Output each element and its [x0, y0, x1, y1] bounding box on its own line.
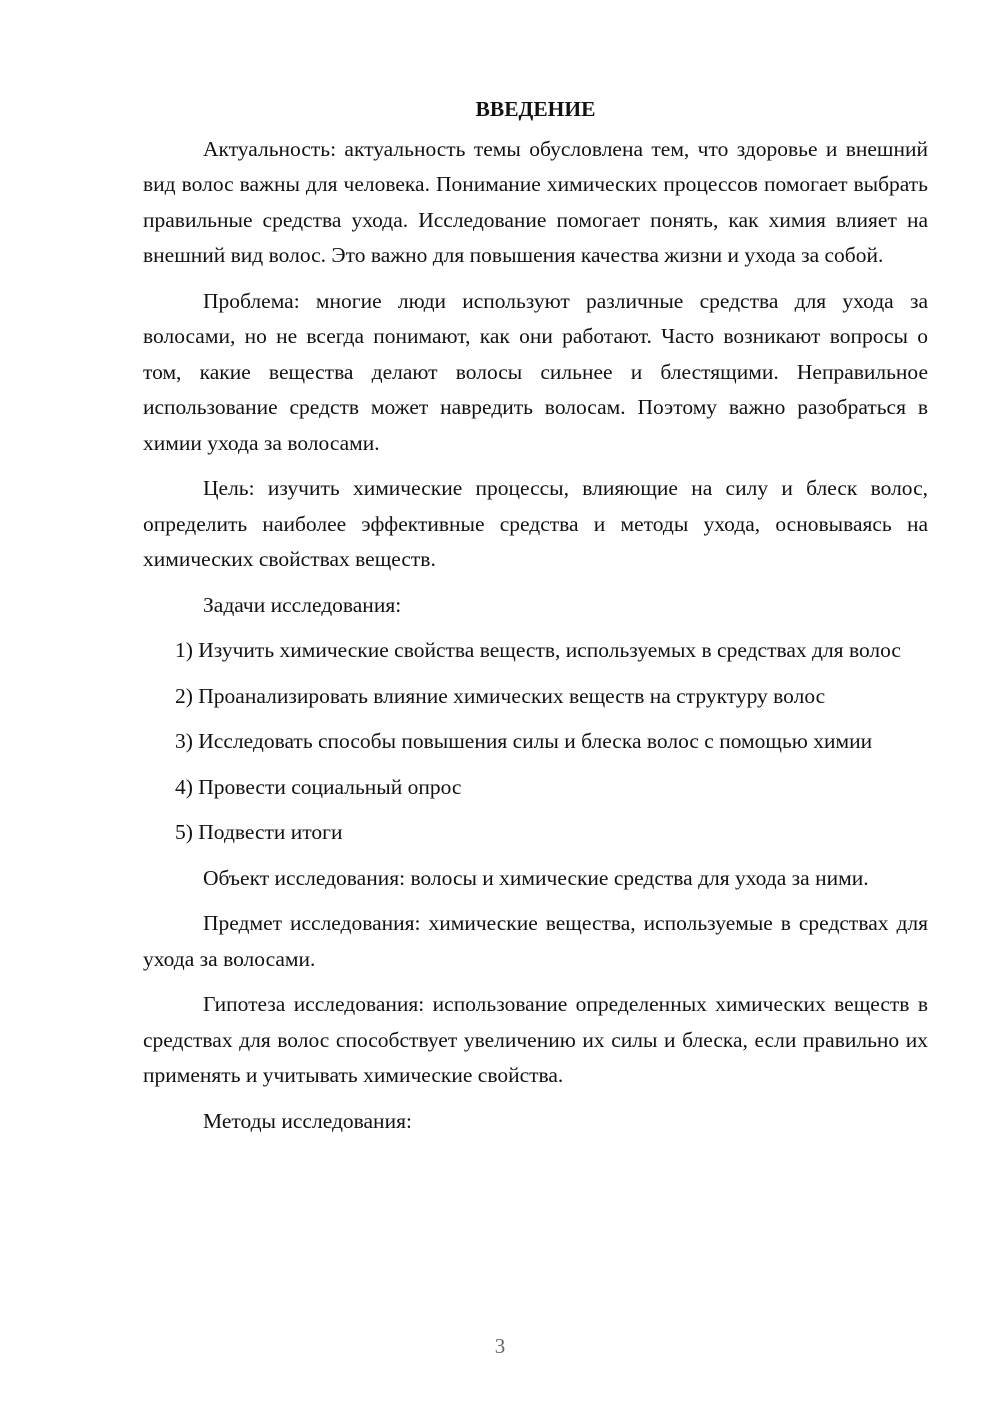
paragraph-relevance: Актуальность: актуальность темы обусловлена тем, что здоровье и внешний вид волос важны для человека. Понимание химических процессов помогает выбрать правильные средства ухода. Исследование помогает понять, как химия влияет на внешний вид волос. Это важно для повышения качества жизни и ухода за собой. — [143, 136, 928, 267]
task-item-2: 2) Проанализировать влияние химических веществ на структуру волос — [175, 683, 826, 708]
paragraph-object: Объект исследования: волосы и химические средства для ухода за ними. — [203, 865, 869, 890]
task-item-5: 5) Подвести итоги — [175, 820, 343, 844]
section-title: ВВЕДЕНИЕ — [475, 97, 596, 121]
tasks-heading: Задачи исследования: — [203, 592, 402, 617]
paragraph-problem: Проблема: многие люди используют различные средства для ухода за волосами, но не всегда понимают, как они работают. Часто возникают вопросы о том, какие вещества делают волосы сильнее и блестящими. Неправильное использование средств может навредить волосам. Поэтому важно разобраться в химии ухода за волосами. — [143, 288, 928, 455]
paragraph-goal: Цель: изучить химические процессы, влияющие на силу и блеск волос, определить наиболее эффективные средства и методы ухода, основываясь на химических свойствах веществ. — [143, 476, 928, 571]
task-item-1: 1) Изучить химические свойства веществ, используемых в средствах для волос — [175, 638, 901, 662]
task-item-4: 4) Провести социальный опрос — [175, 774, 462, 799]
paragraph-subject: Предмет исследования: химические вещества, используемые в средствах для ухода за волосами. — [143, 911, 928, 971]
page-content — [143, 92, 928, 1149]
paragraph-hypothesis: Гипотеза исследования: использование определенных химических веществ в средствах для волос способствует увеличению их силы и блеска, если правильно их применять и учитывать химические свойства. — [143, 992, 928, 1087]
task-item-3: 3) Исследовать способы повышения силы и блеска волос с помощью химии — [175, 729, 873, 753]
methods-heading: Методы исследования: — [203, 1108, 412, 1133]
page-number: 3 — [494, 1334, 506, 1358]
